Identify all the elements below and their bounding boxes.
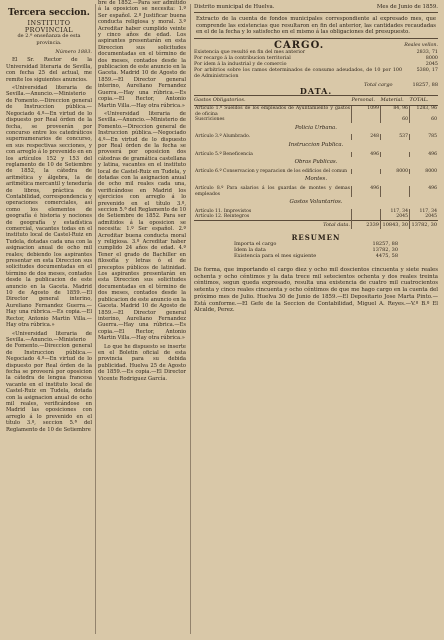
row-material: 84, 96 [381, 106, 410, 118]
row-total: 117, 34 [410, 209, 439, 215]
data-section-heading [194, 123, 438, 135]
section-heading-label: Instruccion Publica. [288, 142, 344, 149]
data-row [194, 186, 438, 197]
row-personal: 496 [352, 152, 381, 158]
total-data-row [194, 221, 438, 229]
row-total: 496 [410, 186, 439, 197]
paragraph: «Universidad literaria de Sevilla.—Anuncio.—Ministerio de Fomento.—Direccion general de Instruccion pública.—Negociado 4.º—En virtud de lo dispuesto por Real órden de la fecha se proveerá por oposicion la cátedra de lengua francesa vacante en el instituto local de Castel-Ruiz en Tudela, dotada con la asignacion anual de ocho mil reales, verificándose en Madrid las oposiciones con arreglo á lo prevenido en el título 3.º, seccion 5.ª del Reglamento de 10 de Setiembre [6, 330, 92, 433]
row-label: Artículo 12. Reintegros [195, 214, 250, 220]
total-data-personal: 2339 [352, 221, 381, 229]
paragraph: El Sr. Rector de la Universidad literaria de Sevilla, con fecha 25 del actual, me remite los siguientes anuncios. [6, 57, 92, 83]
paragraph: bre de 1852.—Para ser admitido á la oposicion se necesita: 1.º Ser español. 2.º Justificar buena conducta religiosa y moral. 3.º Acreditar haber cumplido veinte y cinco años de edad. Los aspirantes presentarán en esta Direccion sus solicitudes documentadas en el término de dos meses, contados desde la publicacion de este anuncio en la Gaceta. Madrid 10 de Agosto de 1859.—El Director general interino, Aureliano Fernandez Guerra.—Hay una rúbrica.—Es copia.—El Rector, Antonio Martin Villa.—Hay otra rúbrica.» [98, 0, 186, 109]
total-data-material: 10843, 30 [381, 221, 410, 229]
data-rows [194, 106, 438, 221]
row-label: Artículo 8.º Para salarios á los guardas de montes y demas empleados [195, 186, 350, 197]
data-section-heading [194, 157, 438, 169]
cargo-title: CARGO. [274, 40, 325, 52]
data-table [194, 96, 438, 229]
data-row [194, 169, 438, 175]
row-total: 785 [410, 134, 439, 140]
section-title: Tercera seccion. [8, 8, 90, 18]
col-total: TOTAL. [410, 96, 439, 106]
data-title: DATA. [194, 88, 438, 95]
column-middle [98, 0, 186, 384]
total-data-total: 13782, 30 [410, 221, 439, 229]
district-label: Distrito municipal de Huelva. [194, 4, 275, 10]
resumen-line-value: 18257, 88 [372, 241, 398, 248]
column-left [6, 0, 92, 435]
column-divider [190, 4, 191, 634]
row-label: Artículo 5.º Beneficencia [195, 151, 253, 157]
col-personal: Personal. [352, 96, 381, 106]
resumen-line [194, 253, 438, 259]
account-summary: Extracto de la cuenta de fondos municipales correspondiente al expresado mes, que comprende las existencias que resultaron en fin del anterior, las cantidades recaudadas en el de la fecha y lo satisfecho en el mismo á las obligaciones del presupuesto. [194, 13, 438, 39]
row-material: 537 [381, 134, 410, 140]
cargo-unit-label: Reales vellon. [404, 43, 438, 49]
document-number: Número 1883. [55, 49, 92, 56]
resumen-line-value: 4475, 58 [375, 253, 398, 260]
cargo-line-label: Existencia que resultó en fin del mes anterior [194, 49, 306, 55]
institution-heading: INSTITUTO PROVINCIAL [24, 19, 74, 34]
row-total: 496 [410, 152, 439, 158]
paragraph: «Universidad literaria de Sevilla.—Anuncio.—Ministerio de Fomento.—Direccion general de Instruccion pública.—Negociado 4.º—En virtud de lo dispuesto por Real órden de la fecha, se proveerán por concurso entre los catedráticos supernumerarios de concurso, en sus respectivas secciones, y con arreglo á lo prevenido en en los artículos 152 y 153 del reglamento de 10 de Setiembre de 1852, la cátedra de aritmética y álgebra, la de aritmética mercantil y teneduría de libros, práctica de Contabilidad, correspondencia y operaciones comerciales, así como los elementos de geografía é historia y nociones de geografía y estadística comercial, vacantes todas en el instituto local de Castel-Ruiz en Tudela, dotadas cada una con la asignacion anual de ocho mil reales; debiendo los aspirantes presentar en esta Direccion sus solicitudes documentadas en el término de dos meses, contados desde la publicacion de este anuncio en la Gaceta. Madrid 10 de Agosto de 1859.—El Director general interino, Aureliano Fernandez Guerra.—Hay una rúbrica.—Es copia.—El Rector, Antonio Martin Villa.—Hay otra rúbrica.» [6, 85, 92, 329]
row-label: Artículo 1.º Sueldos de los empleados de Ayuntamiento y gastos de oficina [195, 106, 350, 117]
row-label: Artículo 11. Imprevistos [195, 208, 252, 214]
row-total: 60 [410, 117, 439, 123]
row-material: 8000 [381, 169, 410, 175]
resumen-lines [194, 241, 438, 259]
cargo-line [194, 68, 438, 80]
row-material: 2045 [381, 214, 410, 220]
resumen-title: RESUMEN [291, 232, 341, 242]
column-accounts [194, 0, 438, 314]
cargo-line-label: Por idem á la industrial y de comercio [194, 61, 287, 67]
row-label: Artículo 3.º Alumbrado. [195, 134, 251, 140]
row-personal: 496 [352, 186, 381, 197]
total-cargo-label: Total cargo [364, 81, 393, 88]
resumen-line-label: Existencia para el mes siguiente [234, 253, 317, 260]
resumen-line-label: Idem la data [234, 247, 266, 254]
total-cargo-value: 18257, 88 [412, 81, 438, 88]
institution-subtitle: de 2.ª enseñanza de esta provincia. [17, 33, 81, 46]
cargo-line-value: 2045 [425, 61, 438, 67]
paragraph: Lo que he dispuesto se inserte en el Boletin oficial de esta provincia para su debida publicidad. Huelva 25 de Agosto de 1859.—Es copia.—El Director Vicente Rodriguez García. [98, 343, 186, 382]
cargo-line-label: Por recargo á la contribucion territorial [194, 55, 291, 61]
col-gastos: Gastos Obligatorios. [194, 96, 352, 106]
data-section-heading [194, 140, 438, 152]
row-total: 8000 [410, 169, 439, 175]
row-label: Artículo 6.º Conservacion y reparacion de los edificios del comun [195, 168, 348, 174]
section-heading-label: Montes. [304, 176, 328, 183]
row-label: Suscriciones [195, 117, 225, 123]
section-heading-label: Gastos Voluntarios. [289, 199, 343, 206]
section-heading-label: Obras Publicas. [294, 159, 338, 166]
data-section-heading [194, 174, 438, 186]
resumen-line-value: 13782, 30 [372, 247, 398, 254]
col-material: Material. [381, 96, 410, 106]
cargo-lines [194, 50, 438, 80]
section-heading-label: Policia Urbana. [295, 124, 337, 131]
resumen-line-label: Importa el cargo [234, 241, 277, 248]
row-material: 117, 34 [381, 209, 410, 215]
cargo-line-value: 5380, 17 [416, 67, 438, 73]
row-personal: 248 [352, 134, 381, 140]
paragraph: «Universidad literaria de Sevilla.—Anuncio.—Ministerio de Fomento.—Direccion general de Instruccion pública.—Negociado 4.º—En virtud de lo dispuesto por Real órden de la fecha se proveerá por oposicion dos cátedras de gramática castellana y latina, vacantes en el instituto local de Castel-Ruiz en Tudela, y dotadas con la asignacion anual de ocho mil reales cada una, verificándose en Madrid los ejercicios con arreglo á lo prevenido en el título 3.º, seccion 5.ª del Reglamento de 10 de Setiembre de 1852. Para ser admitidos á la oposicion se necesita: 1.º Ser español. 2.º Acreditar buena conducta moral y religiosa. 3.º Acreditar haber cumplido 24 años de edad. 4.º Tener el grado de Bachiller en filosofía y letras ó el de preceptos públicos de latinidad. Los aspirantes presentarán en esta Direccion sus solicitudes documentadas en el término de dos meses, contados desde la publicacion de este anuncio en la Gaceta. Madrid 10 de Agosto de 1859.—El Director general interino, Aureliano Fernandez Guerra.—Hay una rúbrica.—Es copia.—El Rector, Antonio Martin Villa.—Hay otra rúbrica.» [98, 110, 186, 342]
account-header [194, 0, 438, 13]
total-data-label: Total data. [194, 221, 352, 229]
cargo-line-label: Por arbitrios sobre los ramos determinados de consumo adeudados, de 10 por 100 de Administracion [194, 67, 402, 79]
row-total: 1283, 96 [410, 106, 439, 118]
closing-text: De forma, que importando el cargo diez y ocho mil doscientos cincuenta y siete reales ochenta y ocho céntimos y la data trece mil setecientos ochenta y dos reales treinta céntimos, segun queda expresado, resulta una existencia de cuatro mil cuatrocientos setenta y cinco reales cincuenta y ocho céntimos de que me hago cargo en la cuenta del próximo mes de Julio. Huelva 30 de Junio de 1859.—El Depositario Jose Marta Pinto.—Está conforme.—El Gefe de la Seccion de Contabilidad, Miguel A. Reyes.—V.º B.º El Alcalde, Perez. [194, 267, 438, 314]
cargo-line-value: 2833, 71 [416, 49, 438, 55]
row-material: 60 [381, 117, 410, 123]
data-row [194, 106, 438, 118]
column-divider [95, 4, 96, 634]
data-section-heading [194, 197, 438, 209]
row-total: 2045 [410, 214, 439, 220]
month-label: Mes de Junio de 1859. [376, 4, 438, 10]
row-material [381, 186, 410, 197]
row-personal: 1099 [352, 106, 381, 118]
cargo-line-value: 8000 [425, 55, 438, 61]
